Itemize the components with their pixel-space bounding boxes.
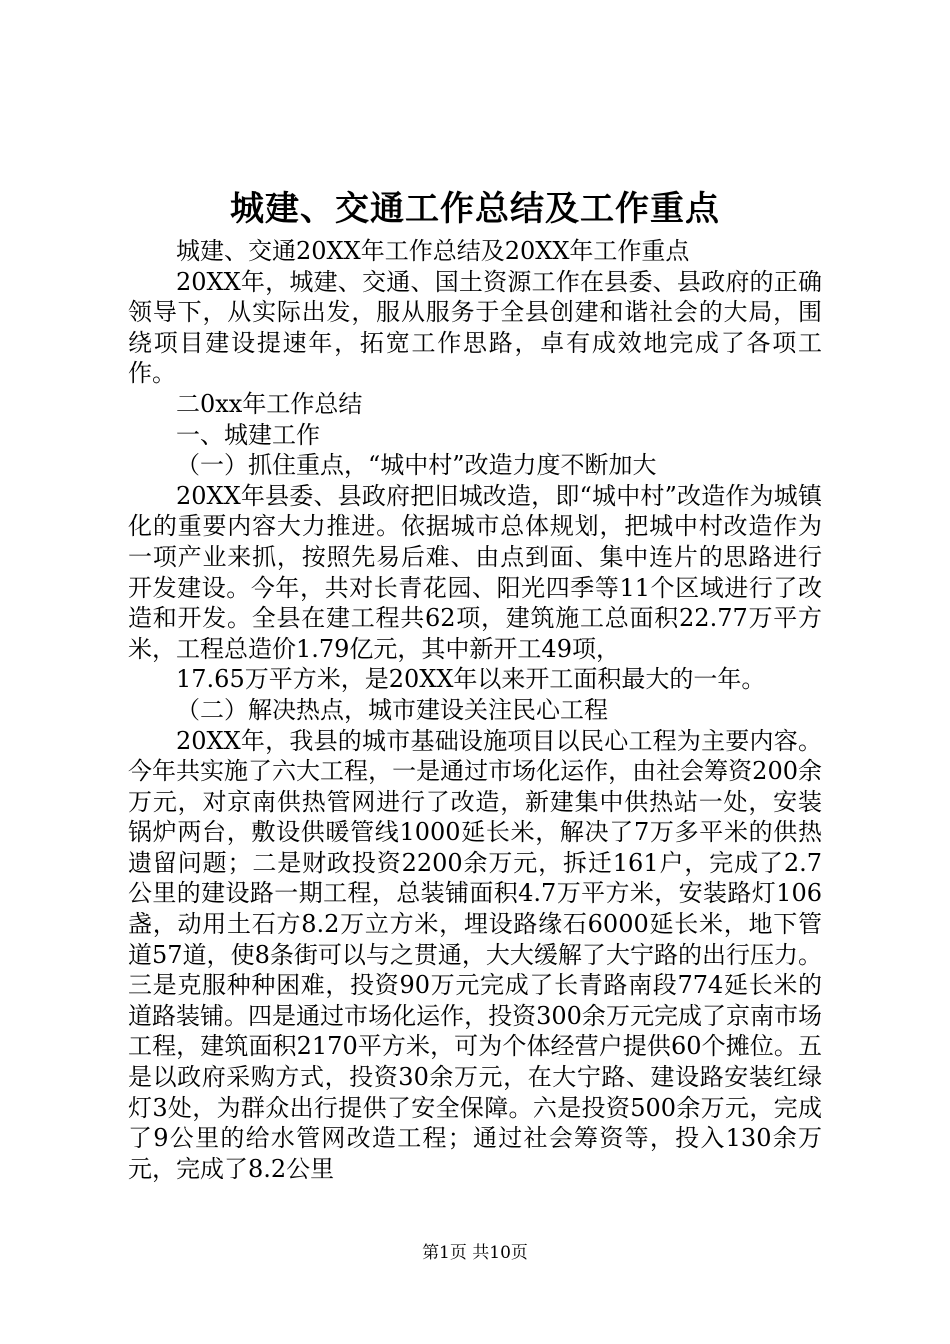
section-heading-summary: 二0xx年工作总结 — [176, 389, 363, 418]
page-footer: 第1页 共10页 — [422, 1243, 528, 1263]
document-body — [128, 236, 822, 1184]
subsection-heading-village-renovation: （一）抓住重点，“城中村”改造力度不断加大 — [176, 451, 657, 480]
document-title: 城建、交通工作总结及工作重点 — [230, 189, 720, 229]
paragraph-village-renovation: 20XX年县委、县政府把旧城改造，即“城中村”改造作为城镇化的重要内容大力推进。依据城市总体规划，把城中村改造作为一项产业来抓，按照先易后难、由点到面、集中连片的思路进行开发建设。今年，共对长青花园、阳光四季等11个区域进行了改造和开发。全县在建工程共62项，建筑施工总面积22.77万平方米，工程总造价1.79亿元，其中新开工49项， — [128, 481, 822, 663]
paragraph-intro: 20XX年，城建、交通、国土资源工作在县委、县政府的正确领导下，从实际出发，服从服务于全县创建和谐社会的大局，围绕项目建设提速年，拓宽工作思路，卓有成效地完成了各项工作。 — [128, 267, 822, 388]
section-heading-urban-construction: 一、城建工作 — [176, 420, 320, 449]
paragraph-livelihood-projects: 20XX年，我县的城市基础设施项目以民心工程为主要内容。今年共实施了六大工程，一是通过市场化运作，由社会筹资200余万元，对京南供热管网进行了改造，新建集中供热站一处，安装锅炉两台，敷设供暖管线1000延长米，解决了7万多平米的供热遗留问题；二是财政投资2200余万元，拆迁161户，完成了2.7公里的建设路一期工程，总装铺面积4.7万平方米，安装路灯106盏，动用土石方8.2万立方米，埋设路缘石6000延长米，地下管道57道，使8条街可以与之贯通，大大缓解了大宁路的出行压力。三是克服种种困难，投资90万元完成了长青路南段774延长米的道路装铺。四是通过市场化运作，投资300余万元完成了京南市场工程，建筑面积2170平方米，可为个体经营户提供60个摊位。五是以政府采购方式，投资30余万元，在大宁路、建设路安装红绿灯3处，为群众出行提供了安全保障。六是投资500余万元，完成了9公里的给水管网改造工程；通过社会筹资等，投入130余万元，完成了8.2公里 — [128, 726, 822, 1183]
subsection-heading-livelihood-projects: （二）解决热点，城市建设关注民心工程 — [176, 695, 608, 724]
paragraph-construction-area: 17.65万平方米，是20XX年以来开工面积最大的一年。 — [176, 665, 766, 694]
paragraph-subtitle: 城建、交通20XX年工作总结及20XX年工作重点 — [176, 237, 690, 265]
